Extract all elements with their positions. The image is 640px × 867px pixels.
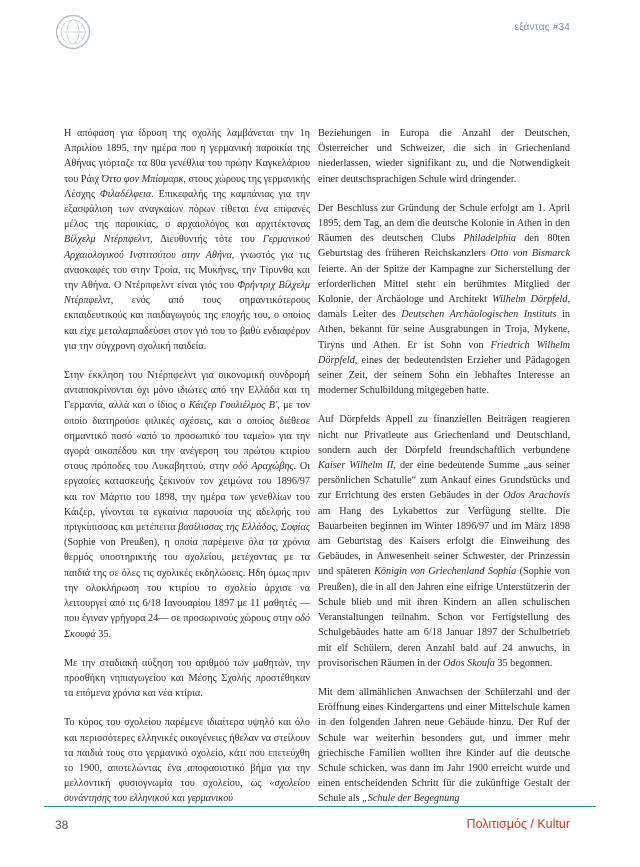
text-run-italic: Κάιζερ Γουλιέλμος Β' [188, 400, 278, 412]
text-run-italic: Βίλχελμ Ντέρπφελντ [64, 234, 151, 246]
text-run: 35 begonnen. [494, 657, 553, 669]
text-run: feierte. An der Spitze der Kampagne zur Sicherstellung der erforderlichen Mittel steht ein berühmtes Mitglied der Kolonie, der Archäologe und Architekt [318, 263, 570, 306]
text-run-italic: Odos Skoufa [443, 657, 495, 669]
text-run-italic: Wilhelm Dörpfeld [492, 294, 568, 306]
text-run-italic: Friedrich Wilhelm Dörpfeld [318, 339, 571, 366]
text-run: , με τον οποίο διατηρούσε φιλικές σχέσεις, και ο οποίος διέθεσε σημαντικό ποσό «από το προσωπικό του ταμείο» για την αγορά οικοπέδου και την ανέγερση του πρώτου κτιρίου στους πρόποδες του Λυκαβηττού, στην [64, 400, 310, 473]
text-run-italic: Φιλαδέλφεια [99, 188, 152, 200]
text-run: Η απόφαση για ίδρυση της σχολής λαμβάνεται την 1η Απριλίου 1895, την ημέρα που η γερμανική παροικία της Αθήνας γιόρταζε τα 80α γενέθλια του πρώην Καγκελάριου του Ράιχ [64, 128, 310, 185]
text-run-italic: «σχολείου συνάντησης του ελληνικού και γερμανικού [64, 778, 310, 805]
text-run: , ενός από τους σημαντικότερους εκπαιδευτικούς και παιδαγωγούς της εποχής του, ο οποίος και είχε μεταλαμπαδεύσει στον γιό του το βαθύ ενδιαφέρον για την σύγχρονη σχολική παιδεία. [64, 295, 310, 352]
text-run: , γνωστός για τις ανασκαφές του στην Τροία, τις Μυκήνες, την Τίρυνθα και την Αθήνα. Ο Ντέρπφελντ είναι γιός του [64, 249, 310, 292]
text-run: am Hang des Lykabettos zur Verfügung stellte. Die Bauarbeiten beginnen im Winter 1896/97 und im März 1898 am Geburtstag des Kaisers erfolgt die Einweihung des Gebäudes, in Anwesenheit seiner Schwester, der Prinzessin und späteren [318, 505, 570, 578]
text-run: Το κύρος του σχολείου παρέμενε ιδιαίτερα υψηλό και όλο και περισσότερες ελληνικές οικογένειες ήθελαν να στείλουν τα παιδιά τους στο γερμανικό σχολείο, κάτι που επετεύχθη το 1900, αποτελώντας ένα αποφασιστικό βήμα για την μελλοντική φυσιογνωμία του σχολείου, ως [64, 717, 310, 790]
issue-label: εξάντας #34 [514, 22, 570, 33]
text-run: , damals Leiter des [318, 294, 570, 321]
page-number: 38 [55, 818, 69, 832]
text-run: , στους χώρους της γερμανικής Λέσχης [64, 173, 310, 200]
text-run: in Athen, bekannt für seine Ausgrabungen in Troja, Mykene, Tiryns und Athen. Er ist Sohn von [318, 309, 570, 351]
text-run-italic: οδό Σκουφά [64, 613, 310, 640]
text-run: den 80ten Geburtstag des früheren Reichskanzlers [318, 233, 570, 260]
text-run: , eines der bedeutendsten Erzieher und Pädagogen seiner Zeit, der seinem Sohn ein lebhaftes Interesse an moderner Schulbildung mitgegeben hatte. [318, 354, 570, 397]
text-run: Auf Dörpfelds Appell zu finanziellen Beiträgen reagieren nicht nur Privatleute aus Griechenland und Deutschland, sondern auch der Dörpfeld freundschaftlich verbundene [318, 414, 570, 456]
globe-emblem-icon [55, 14, 91, 50]
text-run-italic: Philadelphia [463, 233, 516, 245]
paragraph [64, 715, 310, 806]
text-run: (Sophie von Preußen), die in all den Jahren eine eifrige Unterstützerin der Schule blieb und mit ihren Kindern an allen schulischen Veranstaltungen teilnahm. Schon vor Fertigstellung des Schulgebäudes hatte am 6/18 Januar 1897 der Schulbetrieb mit elf Schülern, deren Anzahl bald auf 24 anwuchs, in provisorischen Räumen in der [318, 566, 570, 669]
text-run-italic: Γερμανικού Αρχαιολογικού Ινστιτούτου στην Αθήνα [64, 234, 310, 261]
paragraph [318, 201, 570, 399]
paragraph [318, 685, 570, 807]
text-run-italic: Όττο φον Μπίσμαρκ [101, 173, 184, 185]
text-run-italic: βασίλισσας της Ελλάδος, Σοφίας [178, 522, 310, 534]
text-run-italic: Kaiser Wilhelm II [318, 460, 394, 472]
text-run-italic: Φρήντριχ Βίλχελμ Ντέρπφελντ [64, 280, 311, 307]
text-run-italic: Deutschen Archäologischen Instituts [401, 309, 557, 321]
text-run-italic: οδό Αραχώβης [232, 461, 294, 473]
section-label: Πολιτισμός / Kultur [466, 817, 570, 831]
paragraph: Beziehungen in Europa die Anzahl der Deutschen, Österreicher und Schweizer, die sich in Griechenland niederlassen, wieder signifikant zu, und die Notwendigkeit einer deutschsprachigen Schule wird dringender. [318, 128, 570, 185]
text-run-italic: Otto von Bismarck [490, 248, 570, 260]
text-run-italic: Odos Arachovis [503, 490, 570, 502]
german-column [318, 126, 570, 821]
text-run: Mit dem allmählichen Anwachsen der Schülerzahl und der Eröffnung eines Kindergartens und einer Mittelschule kamen in den folgenden Jahren neue Gebäude hinzu. Der Ruf der Schule war weiterhin besonders gut, und immer mehr griechische Familien wollten ihre Kinder auf die deutsche Schule schicken, was dann im Jahr 1900 erreicht wurde und einen entscheidenden Schritt für die zukünftige Gestalt der Schule als [318, 686, 570, 805]
text-run: , Διευθυντής τότε του [150, 234, 263, 246]
text-run: Στην έκκληση του Ντέρπφελντ για οικονομική συνδρομή ανταποκρίνονται όχι μόνο ιδιώτες από την Ελλάδα και τη Γερμανία, αλλά και ο ίδιος ο [64, 370, 310, 412]
text-run-italic: „Schule der Begegnung [362, 793, 460, 805]
footer-divider [44, 806, 596, 807]
paragraph: Με την σταδιακή αύξηση του αριθμού των μαθητών, την προσθήκη νηπιαγωγείου και Μέσης Σχολής προστέθηκαν τα επόμενα χρόνια και νέα κτίρια. [64, 657, 310, 700]
paragraph [318, 412, 570, 670]
text-run-italic: Königin von Griechenland Sophia [374, 566, 517, 578]
greek-column [64, 126, 310, 821]
text-run: Der Beschluss zur Gründung der Schule erfolgt am 1. April 1895, dem Tag, an dem die deutsche Kolonie in Athen in den Räumen des deutschen Clubs [318, 202, 570, 245]
text-run: (Sophie von Preußen), η οποία παρέμεινε όλα τα χρόνια θερμός υποστηρικτής του σχολείου, μετέχοντας με τα παιδιά της σε όλες τις σχολικές εκδηλώσεις. Ηδη όμως πριν την ολοκλήρωση του κτιρίου το σχολείο άρχισε να λειτουργεί από τις 6/18 Ιανουαρίου 1897 με 11 μαθητές —που έγιναν γρήγορα 24— σε προσωρινούς χώρους στην [64, 537, 310, 625]
paragraph [64, 126, 310, 354]
text-run: , der eine bedeutende Summe „aus seiner persönlichen Schatulle“ zum Ankauf eines Grundstücks und zur Errichtung des ersten Gebäudes in der [318, 460, 570, 502]
text-run: 35. [95, 628, 111, 640]
text-run: . Οι εργασίες κατασκευής ξεκινούν τον χειμώνα του 1896/97 και τον Μάρτιο του 1898, την ημέρα των γενεθλίων του Κάιζερ, γίνονται τα εγκαίνια παρουσία της αδελφής του πριγκίπισσας και μετέπειτα [64, 461, 310, 534]
text-run: . Επικεφαλής της καμπάνιας για την εξασφάλιση των αναγκαίων πόρων τίθεται ένα επιφανές μέλος της παροικίας, ο αρχαιολόγος και αρχιτέκτονας [64, 188, 310, 231]
paragraph [64, 368, 310, 642]
